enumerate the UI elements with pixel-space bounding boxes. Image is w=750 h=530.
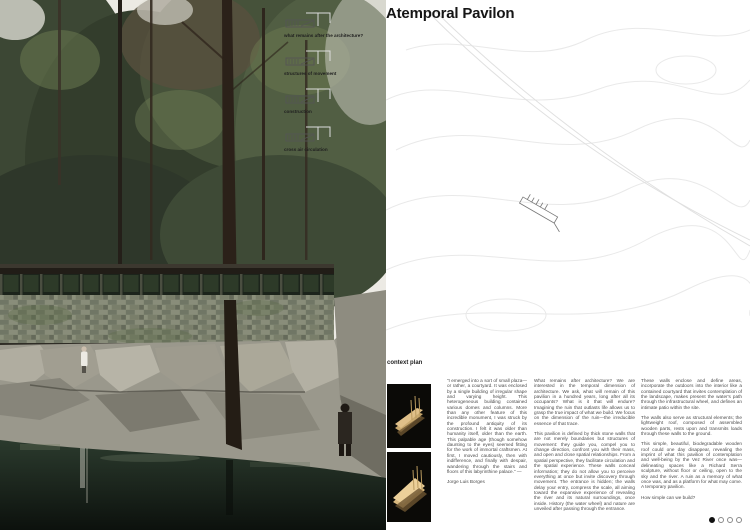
diagram-construction (284, 86, 388, 115)
essay-column-3 (641, 378, 742, 526)
pagination-dot-4[interactable] (736, 517, 742, 523)
essay-paragraph: What remains after architecture? We are interested in the temporal dimension of architecture. We ask, what will remain of this pavilion in a hundred years, long after all its occupants? What is it that will endure? Imagining the ruin that outlasts life allows us to grasp the true impact of what we build. We focus on the dimension of the ruin—the irreducible essence of that trace. (534, 378, 636, 426)
concept-diagrams (284, 10, 388, 162)
borges-quote: “I emerged into a sort of small plaza—or rather, a courtyard. It was enclosed by a single building of irregular shape and varying height. This heterogeneous building contained various domes and columns. More than any other feature of this incredible monument, I was struck by the profound antiquity of its construction. I felt it was older than humanity itself, older than the earth. This palpable age (though somehow daunting to the eyes) seemed fitting for the work of immortal craftsmen. At first, I moved cautiously, then with indifference, and finally with despair, wandering through the stairs and floors of this labyrinthine palace.” — (447, 378, 527, 474)
essay-paragraph: The walls also serve as structural elements; the lightweight roof, composed of assembled wooden parts, rests upon and transmits loads through these walls to the ground. (641, 415, 742, 437)
diagram-structures-of-movement (284, 48, 388, 77)
page-title: Atemporal Pavilon (386, 5, 515, 22)
pagination (709, 517, 742, 523)
model-photos (387, 378, 431, 526)
diagram-label: what remains after the architecture? (284, 33, 364, 38)
wood-model-photo-illustration (387, 452, 431, 522)
essay-paragraph: This simple, beautiful, biodegradable wooden roof could one day disappear, revealing the imprint of what this pavilion of contemplation and well-being by the Vez River once was—delineating spaces like a Richard Serra sculpture, without floor or ceiling, open to the sky and the river. A ruin as a memory of what once was, and as a platform for what may come. A temporary pavilion. (641, 441, 742, 490)
pagination-dot-1[interactable] (709, 517, 715, 523)
pavilion-section-diagram-icon (284, 48, 336, 68)
diagram-label: construction (284, 109, 312, 114)
pavilion-footprint-sketch (517, 192, 568, 232)
context-plan-drawing (386, 10, 750, 370)
pagination-dot-3[interactable] (727, 517, 733, 523)
model-photo-with-roof (387, 452, 431, 522)
closing-question: How simple can we build? (641, 494, 696, 500)
essay-paragraph: These walls enclose and define areas, incorporate the outdoors into the interior like a contained courtyard that invites contemplation of the landscape, makes present the water's path through the infrastructural wheel, and defines an intimate patio within the site. (641, 378, 742, 410)
pavilion-section-diagram-icon (284, 124, 336, 144)
essay-column-2 (534, 378, 635, 526)
pavilion-section-diagram-icon (284, 10, 336, 30)
quote-attribution: Jorge Luis Borges (447, 479, 485, 485)
pagination-dot-2[interactable] (718, 517, 724, 523)
context-plan-label: context plan (387, 360, 423, 366)
diagram-label: cross air circulation (284, 147, 328, 152)
wood-model-photo-illustration (387, 384, 431, 448)
pavilion-section-diagram-icon (284, 86, 336, 106)
quote-column (447, 378, 527, 526)
model-photo-open-frame (387, 384, 431, 448)
pavilion-building (0, 264, 334, 347)
essay-paragraph: This pavilion is defined by thick stone walls that are not merely boundaries but structures of movement: they guide you, compel you to change direction, confront you with their mass, and open and close spatial relationships. From a spatial perspective, they facilitate circulation and the spatial experience. These walls conceal information; they do not allow you to perceive everything at once but invite discovery through movement. The entrance is hidden; the walls delay your entry, compress the scale, all aiming toward the expansive experience of revealing the river and its natural surroundings, once inside. History (the water wheel) and nature are unveiled after passing through the entrance. (534, 431, 635, 511)
diagram-cross-air-circulation (284, 124, 388, 153)
diagram-label: structures of movement (284, 71, 337, 76)
diagram-what-remains (284, 10, 388, 39)
essay-block (387, 378, 743, 526)
